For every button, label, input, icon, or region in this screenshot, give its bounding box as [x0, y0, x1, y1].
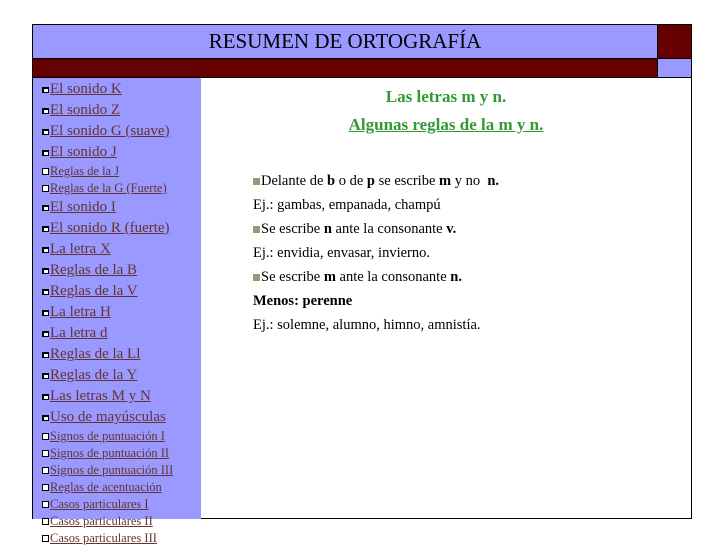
sidebar-item-letra-d[interactable] — [33, 323, 201, 344]
sidebar-link[interactable]: Reglas de la Y — [50, 367, 138, 383]
sidebar-item-sonido-j[interactable] — [33, 142, 201, 163]
sidebar-item-reglas-v[interactable] — [33, 281, 201, 302]
sidebar-item-casos-2[interactable] — [33, 513, 201, 530]
rule-text: se escribe — [375, 173, 440, 189]
square-bullet-icon — [42, 226, 49, 232]
sidebar-item-letra-h[interactable] — [33, 302, 201, 323]
rule-text: Se escribe — [261, 221, 324, 237]
corner-block-maroon — [657, 25, 691, 59]
maroon-band — [33, 59, 657, 78]
content-subheading: Algunas reglas de la m y n. — [348, 115, 544, 134]
square-bullet-icon — [42, 433, 49, 440]
content-heading: Las letras m y n. — [385, 87, 507, 106]
square-bullet-icon — [253, 226, 260, 233]
square-bullet-icon — [42, 450, 49, 457]
sidebar-link[interactable]: El sonido R (fuerte) — [50, 220, 170, 236]
content-panel — [201, 78, 691, 519]
sidebar-link[interactable]: El sonido J — [50, 144, 117, 160]
sidebar-link[interactable]: Signos de puntuación III — [50, 463, 174, 477]
sidebar-link[interactable]: Reglas de la V — [50, 283, 138, 299]
rule-letter: n — [323, 221, 332, 237]
rule-b-p — [253, 169, 499, 193]
example-3: Ej.: solemne, alumno, himno, amnistía. — [253, 317, 481, 333]
sidebar-link[interactable]: Las letras M y N — [50, 388, 151, 404]
square-bullet-icon — [42, 129, 49, 135]
sidebar-item-puntuacion-2[interactable] — [33, 445, 201, 462]
sidebar-item-letras-m-n[interactable] — [33, 386, 201, 407]
square-bullet-icon — [42, 87, 49, 93]
square-bullet-icon — [42, 484, 49, 491]
square-bullet-icon — [42, 289, 49, 295]
square-bullet-icon — [42, 331, 49, 337]
sidebar-link[interactable]: La letra d — [50, 325, 108, 341]
square-bullet-icon — [42, 352, 49, 358]
rule-letter: n. — [450, 269, 462, 285]
sidebar-link[interactable]: Reglas de la Ll — [50, 346, 141, 362]
sidebar-item-acentuacion[interactable] — [33, 479, 201, 496]
square-bullet-icon — [42, 310, 49, 316]
sidebar-link[interactable]: Reglas de la J — [50, 164, 120, 178]
square-bullet-icon — [42, 268, 49, 274]
square-bullet-icon — [42, 247, 49, 253]
sidebar-link[interactable]: El sonido Z — [50, 102, 120, 118]
sidebar-item-casos-3[interactable] — [33, 530, 201, 547]
sidebar-item-reglas-b[interactable] — [33, 260, 201, 281]
square-bullet-icon — [42, 535, 49, 542]
square-bullet-icon — [42, 150, 49, 156]
title-band — [33, 25, 657, 59]
sidebar-item-sonido-k[interactable] — [33, 79, 201, 100]
exception-line — [253, 289, 499, 313]
rule-letter: m — [323, 269, 336, 285]
sidebar-link[interactable]: Reglas de la G (Fuerte) — [50, 181, 167, 195]
square-bullet-icon — [253, 274, 260, 281]
square-bullet-icon — [42, 373, 49, 379]
rule-text: o de — [335, 173, 367, 189]
rule-letter: n. — [487, 173, 500, 189]
sidebar-link[interactable]: La letra X — [50, 241, 111, 257]
rule-letter: v. — [446, 221, 457, 237]
square-bullet-icon — [42, 394, 49, 400]
square-bullet-icon — [42, 518, 49, 525]
rule-text: y no — [451, 173, 488, 189]
square-bullet-icon — [42, 168, 49, 175]
square-bullet-icon — [42, 415, 49, 421]
slide-title: RESUMEN DE ORTOGRAFÍA — [208, 29, 482, 53]
square-bullet-icon — [42, 205, 49, 211]
square-bullet-icon — [42, 467, 49, 474]
sidebar-link[interactable]: Signos de puntuación II — [50, 446, 170, 460]
rule-text: ante la consonante — [335, 269, 451, 285]
sidebar-item-sonido-i[interactable] — [33, 197, 201, 218]
sidebar-link[interactable]: Casos particulares II — [50, 514, 153, 528]
sidebar-item-sonido-z[interactable] — [33, 100, 201, 121]
sidebar-link[interactable]: Reglas de acentuación — [50, 480, 162, 494]
sidebar-item-reglas-y[interactable] — [33, 365, 201, 386]
sidebar-link[interactable]: El sonido G (suave) — [50, 123, 170, 139]
square-bullet-icon — [42, 501, 49, 508]
sidebar-item-reglas-j[interactable] — [33, 163, 201, 180]
rule-n-v — [253, 217, 499, 241]
sidebar-item-sonido-r[interactable] — [33, 218, 201, 239]
exception-text: Menos: perenne — [253, 293, 353, 309]
sidebar-item-puntuacion-1[interactable] — [33, 428, 201, 445]
slide-frame — [32, 24, 692, 545]
rule-text: ante la consonante — [331, 221, 447, 237]
rules-list — [253, 169, 499, 337]
sidebar-item-letra-x[interactable] — [33, 239, 201, 260]
sidebar-item-reglas-g-fuerte[interactable] — [33, 180, 201, 197]
example-1: Ej.: gambas, empanada, champú — [253, 197, 441, 213]
sidebar-link[interactable]: El sonido I — [50, 199, 116, 215]
sidebar-item-casos-1[interactable] — [33, 496, 201, 513]
rule-letter: b — [327, 173, 336, 189]
sidebar-link[interactable]: La letra H — [50, 304, 111, 320]
sidebar-item-reglas-ll[interactable] — [33, 344, 201, 365]
sidebar-link[interactable]: Casos particulares I — [50, 497, 149, 511]
sidebar-link[interactable]: Uso de mayúsculas — [50, 409, 166, 425]
corner-block-lavender — [657, 59, 691, 78]
sidebar-link[interactable]: El sonido K — [50, 81, 122, 97]
sidebar-item-mayusculas[interactable] — [33, 407, 201, 428]
sidebar-nav — [33, 78, 201, 545]
rule-letter: m — [439, 173, 452, 189]
sidebar-item-sonido-g-suave[interactable] — [33, 121, 201, 142]
rule-text: Se escribe — [261, 269, 324, 285]
square-bullet-icon — [42, 108, 49, 114]
sidebar-link[interactable]: Casos particulares III — [50, 531, 157, 545]
sidebar-item-puntuacion-3[interactable] — [33, 462, 201, 479]
example-2: Ej.: envidia, envasar, invierno. — [253, 245, 430, 261]
rule-text: Delante de — [261, 173, 328, 189]
rule-m-n — [253, 265, 499, 289]
square-bullet-icon — [253, 178, 260, 185]
square-bullet-icon — [42, 185, 49, 192]
rule-letter: p — [366, 173, 375, 189]
sidebar-link[interactable]: Signos de puntuación I — [50, 429, 165, 443]
sidebar-link[interactable]: Reglas de la B — [50, 262, 138, 278]
